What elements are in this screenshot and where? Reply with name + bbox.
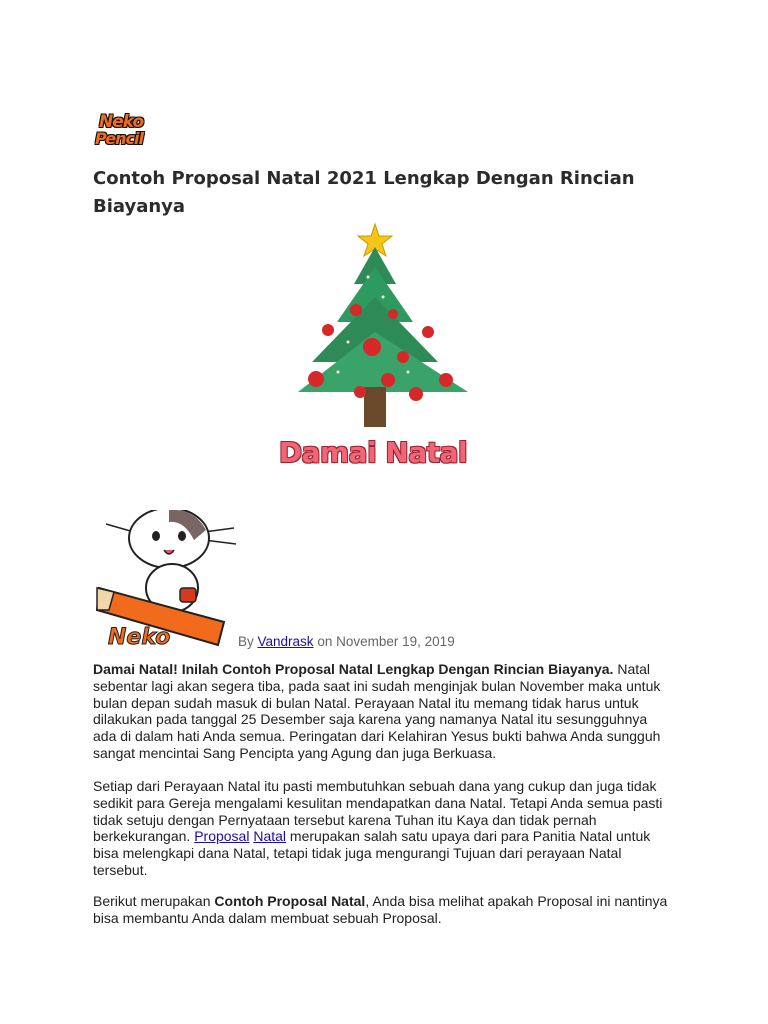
paragraph-example-bold: Contoh Proposal Natal <box>214 893 366 909</box>
byline-prefix: By <box>238 634 254 649</box>
ornament <box>422 326 434 338</box>
ornament <box>308 371 324 387</box>
ornament <box>388 309 398 319</box>
author-link[interactable]: Vandrask <box>257 634 314 649</box>
author-avatar <box>94 510 244 650</box>
snow-dot <box>407 371 410 374</box>
snow-dot <box>382 296 385 299</box>
paragraph-funding <box>93 778 668 879</box>
snow-dot <box>367 276 370 279</box>
link-natal[interactable]: Natal <box>253 828 287 845</box>
ornament <box>409 387 423 401</box>
ornament <box>363 338 381 356</box>
link-proposal[interactable]: Proposal <box>194 828 250 845</box>
logo-text-neko: Neko <box>99 112 144 132</box>
ornament <box>439 373 453 387</box>
snow-dot <box>347 341 350 344</box>
paragraph-example-lead: Berikut merupakan <box>93 893 215 909</box>
ornament <box>350 304 362 316</box>
paragraph-example-tail: , Anda bisa melihat apakah Proposal ini nantinya bisa membantu Anda dalam membuat sebuah Proposal. <box>93 893 668 926</box>
ornament <box>381 373 395 387</box>
avatar-text: Neko <box>108 625 171 650</box>
byline <box>238 634 455 649</box>
paragraph-intro-body: Natal sebentar lagi akan segera tiba, pada saat ini sudah menginjak bulan November maka untuk bulan depan sudah masuk di bulan Natal. Perayaan Natal itu memang tidak harus untuk dilakukan pada tanggal 25 Desember saja karena yang namanya Natal itu sesungguhnya ada di dalam hati Anda semua. Peringatan dari Kelahiran Yesus bukti bahwa Anda sungguh sangat mencintai Sang Pencipta yang Agung dan juga Berkuasa. <box>93 661 661 761</box>
logo-text-pencil: Pencil <box>95 129 143 148</box>
paragraph-intro-lead: Damai Natal! Inilah Contoh Proposal Natal Lengkap Dengan Rincian Biayanya. <box>93 661 614 677</box>
site-logo[interactable] <box>93 112 165 152</box>
paragraph-funding-body: Setiap dari Perayaan Natal itu pasti membutuhkan sebuah dana yang cukup dan juga tidak sedikit para Gereja mengalami kesulitan mendapatkan dana Natal. Tetapi Anda semua pasti tidak setuju dengan Pernyataan tersebut karena Tuhan itu Kaya dan tidak pernah berkekurangan. <box>93 778 663 845</box>
tree-trunk <box>364 387 386 427</box>
snow-dot <box>337 371 340 374</box>
paragraph-intro <box>93 661 668 762</box>
ornament <box>322 324 334 336</box>
byline-connector: on <box>317 634 333 649</box>
paragraph-funding-tail: merupakan salah satu upaya dari para Panitia Natal untuk bisa melengkapi dana Natal, tetapi tidak juga mengurangi Tujuan dari perayaan Natal tersebut. <box>93 828 651 878</box>
ornament <box>397 351 409 363</box>
article-title: Contoh Proposal Natal 2021 Lengkap Dengan Rincian Biayanya <box>93 168 635 217</box>
paragraph-example <box>93 893 668 927</box>
publish-date: November 19, 2019 <box>336 634 455 649</box>
image-caption-damai-natal: Damai Natal <box>278 436 468 469</box>
ornament <box>354 386 366 398</box>
